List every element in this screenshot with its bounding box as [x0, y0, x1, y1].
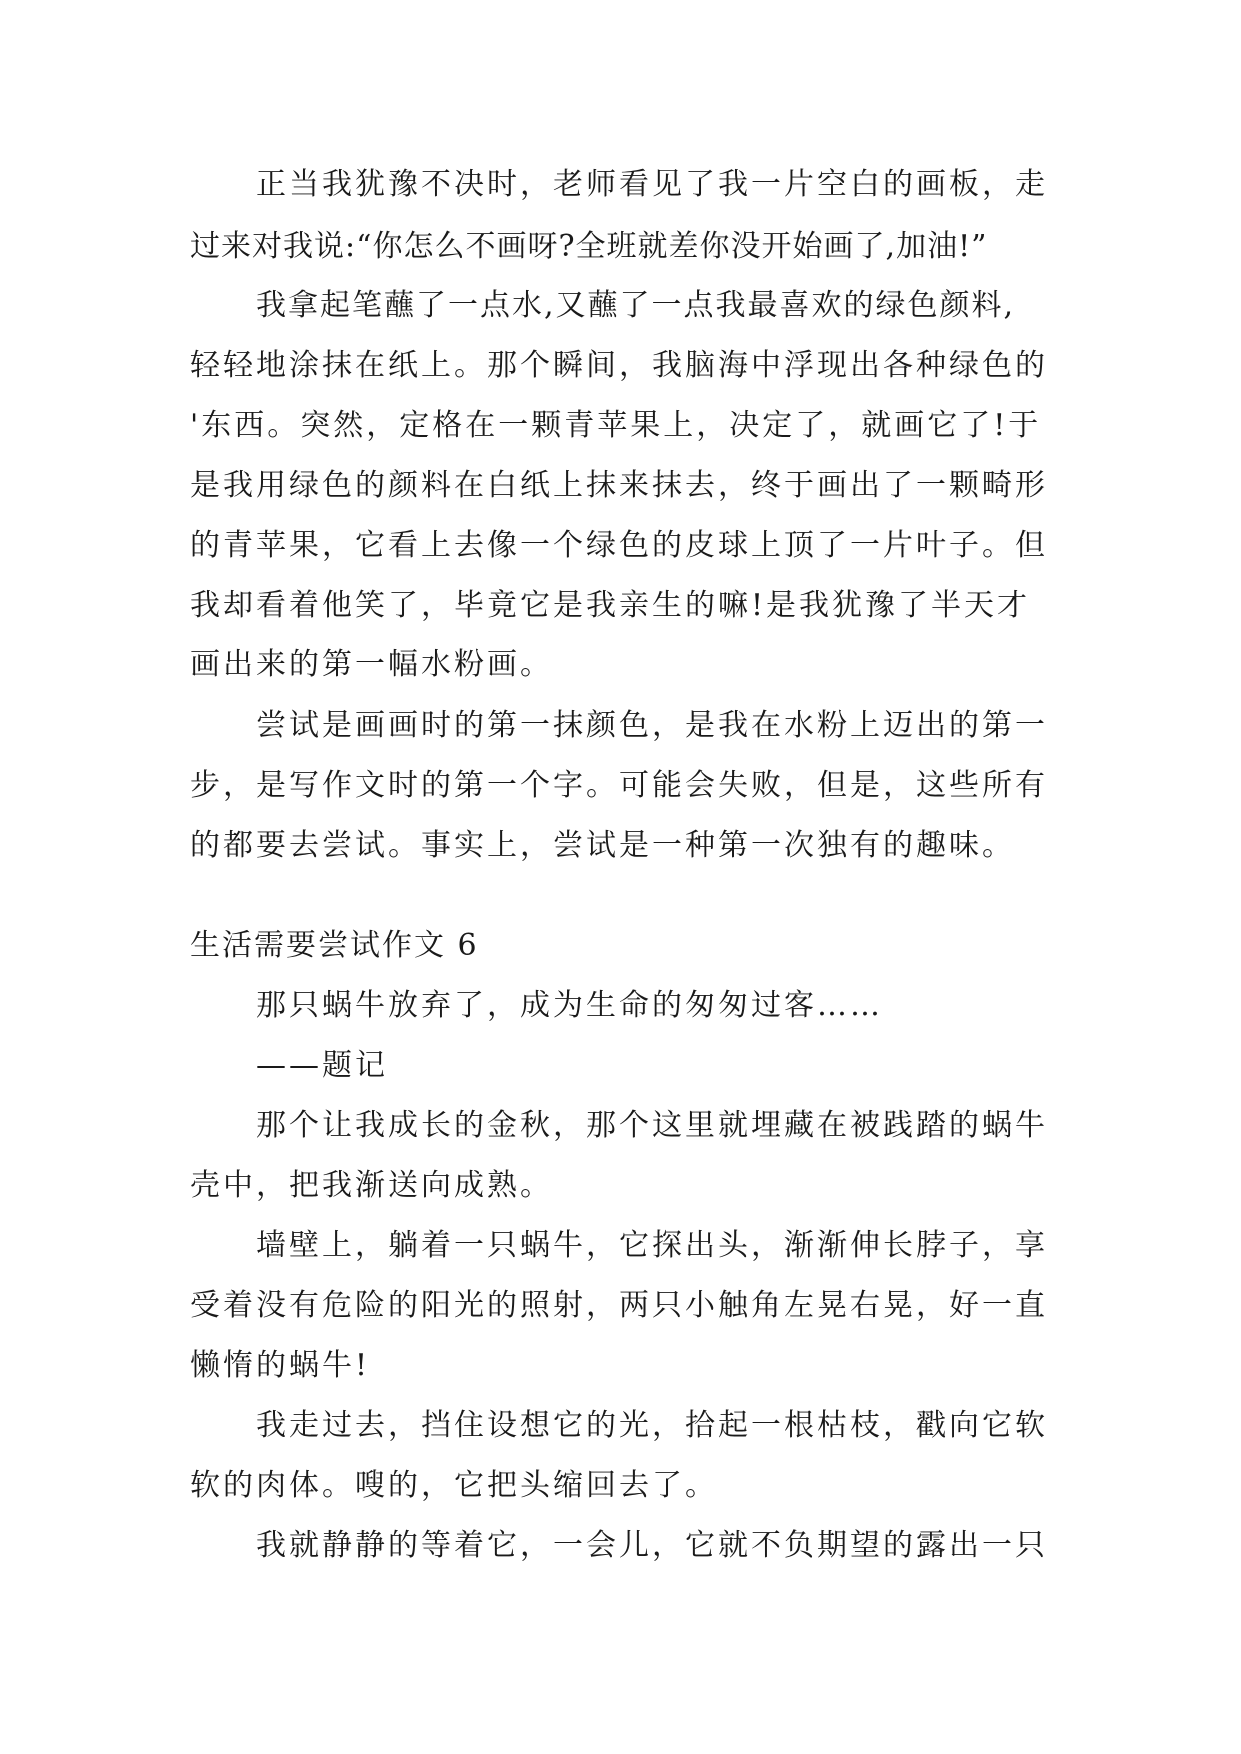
paragraph-line: 轻轻地涂抹在纸上。那个瞬间，我脑海中浮现出各种绿色的 [190, 348, 1048, 383]
paragraph-line: 是我用绿色的颜料在白纸上抹来抹去，终于画出了一颗畸形 [190, 468, 1048, 503]
paragraph-line: 的青苹果，它看上去像一个绿色的皮球上顶了一片叶子。但 [190, 528, 1048, 563]
paragraph-line: 过来对我说:“你怎么不画呀?全班就差你没开始画了,加油!” [190, 229, 988, 264]
paragraph-line: 尝试是画画时的第一抹颜色，是我在水粉上迈出的第一 [256, 708, 1048, 743]
paragraph-line: 我却看着他笑了，毕竟它是我亲生的嘛!是我犹豫了半天才 [190, 588, 1031, 623]
paragraph-line: 懒惰的蜗牛! [190, 1348, 371, 1383]
paragraph-line: 软的肉体。嗖的，它把头缩回去了。 [190, 1468, 718, 1503]
paragraph-line: 我就静静的等着它，一会儿，它就不负期望的露出一只 [256, 1528, 1048, 1563]
section-heading: 生活需要尝试作文 6 [190, 928, 479, 963]
epigraph-line: 那只蜗牛放弃了，成为生命的匆匆过客…… [256, 988, 883, 1023]
paragraph-line: 我拿起笔蘸了一点水,又蘸了一点我最喜欢的绿色颜料, [256, 288, 1016, 323]
paragraph-line: 壳中，把我渐送向成熟。 [190, 1168, 553, 1203]
paragraph-line: 受着没有危险的阳光的照射，两只小触角左晃右晃，好一直 [190, 1288, 1048, 1323]
paragraph-line: 步，是写作文时的第一个字。可能会失败，但是，这些所有 [190, 768, 1048, 803]
paragraph-line: 我走过去，挡住设想它的光，拾起一根枯枝，戳向它软 [256, 1408, 1048, 1443]
paragraph-line: 那个让我成长的金秋，那个这里就埋藏在被践踏的蜗牛 [256, 1108, 1048, 1143]
paragraph-line: '东西。突然，定格在一颗青苹果上，决定了，就画它了!于 [190, 408, 1042, 443]
paragraph-line: 墙壁上，躺着一只蜗牛，它探出头，渐渐伸长脖子，享 [256, 1228, 1048, 1263]
paragraph-line: 的都要去尝试。事实上，尝试是一种第一次独有的趣味。 [190, 828, 1015, 863]
paragraph-line: 正当我犹豫不决时，老师看见了我一片空白的画板，走 [256, 167, 1048, 202]
epigraph-attribution: ——题记 [256, 1048, 388, 1083]
paragraph-line: 画出来的第一幅水粉画。 [190, 647, 553, 682]
